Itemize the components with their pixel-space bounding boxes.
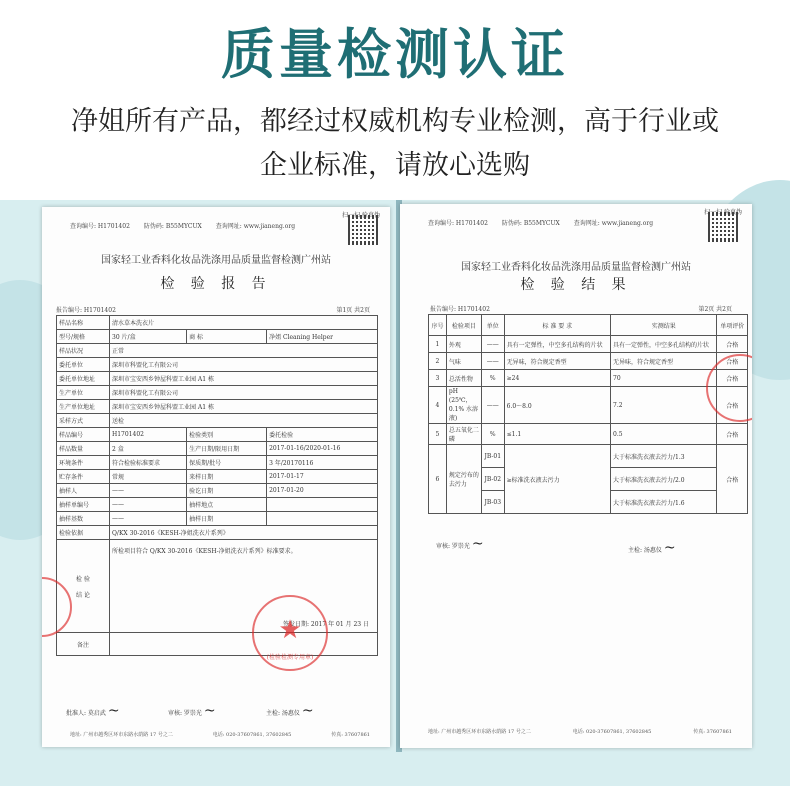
table-cell: 抽样人 bbox=[57, 484, 110, 498]
inspection-seal bbox=[252, 595, 328, 671]
table-cell: 常规 bbox=[110, 470, 187, 484]
table-cell: 贮存条件 bbox=[57, 470, 110, 484]
table-cell: Q/KX 30-2016《KESH-净姐洗衣片系列》 bbox=[110, 526, 378, 540]
inspection-report-page-1 bbox=[42, 207, 390, 747]
inspector bbox=[628, 540, 676, 556]
table-cell: 大于标准洗衣液去污力/1.3 bbox=[611, 445, 717, 468]
table-cell: —— bbox=[481, 387, 504, 424]
table-cell: JB-01 bbox=[481, 445, 504, 468]
table-cell: 抽样日期 bbox=[187, 512, 267, 526]
table-row bbox=[57, 400, 378, 414]
table-row bbox=[57, 358, 378, 372]
table-cell: 总活性物 bbox=[446, 370, 481, 387]
table-cell: 合格 bbox=[717, 424, 748, 445]
table-cell: 2 bbox=[429, 353, 447, 370]
subtitle-line-1: 净姐所有产品，都经过权威机构专业检测，高于行业或 bbox=[71, 106, 719, 137]
table-cell: 3 bbox=[429, 370, 447, 387]
inspector-label: 主检: 汤惠仪 bbox=[266, 710, 300, 717]
table-row bbox=[57, 512, 378, 526]
table-cell: H1701402 bbox=[110, 428, 187, 442]
table-cell: 大于标准洗衣液去污力/1.6 bbox=[611, 491, 717, 514]
table-cell: 型号/规格 bbox=[57, 330, 110, 344]
column-header: 单项评价 bbox=[717, 315, 748, 336]
reviewer-signature: ~ bbox=[203, 703, 216, 719]
table-cell: 生产单位 bbox=[57, 386, 110, 400]
table-cell: 具有一定弹性，中空多孔结构的片状 bbox=[504, 336, 610, 353]
table-cell: 气味 bbox=[446, 353, 481, 370]
table-cell: 深圳市科盟化工有限公司 bbox=[110, 358, 378, 372]
table-cell: 环境条件 bbox=[57, 456, 110, 470]
table-cell: 总五氧化二磷 bbox=[446, 424, 481, 445]
star-icon: ★ bbox=[278, 615, 302, 645]
results-table bbox=[428, 314, 748, 514]
remark-row bbox=[57, 633, 378, 656]
table-cell: 深圳市宝安西乡钟屋科盟工业园 A1 栋 bbox=[110, 400, 378, 414]
table-cell: 检验依据 bbox=[57, 526, 110, 540]
table-cell: 合格 bbox=[717, 353, 748, 370]
table-cell: 送检 bbox=[110, 414, 378, 428]
inspection-report-page-2 bbox=[400, 204, 752, 748]
reviewer-signature: ~ bbox=[471, 536, 484, 552]
page-title: 质量检测认证 bbox=[221, 23, 569, 86]
page-number: 第1页 共2页 bbox=[336, 307, 370, 314]
inspector-signature: ~ bbox=[301, 703, 314, 719]
table-cell: 6.0～8.0 bbox=[504, 387, 610, 424]
column-header: 单位 bbox=[481, 315, 504, 336]
table-cell: 委托检验 bbox=[267, 428, 378, 442]
table-row bbox=[429, 445, 748, 468]
table-cell: 3 年/20170116 bbox=[267, 456, 378, 470]
table-cell: 检验类别 bbox=[187, 428, 267, 442]
inspector-signature: ~ bbox=[663, 540, 676, 556]
approver-label: 批准人: 莫启武 bbox=[66, 710, 106, 717]
scan-hint: 扫一扫 验真伪 bbox=[704, 209, 742, 216]
table-row bbox=[57, 344, 378, 358]
table-row bbox=[57, 484, 378, 498]
table-row bbox=[57, 442, 378, 456]
table-cell: 符合检验标准要求 bbox=[110, 456, 187, 470]
table-cell: 30 片/盒 bbox=[110, 330, 187, 344]
table-cell: 委托单位地址 bbox=[57, 372, 110, 386]
table-cell: 无异味，符合规定香型 bbox=[611, 353, 717, 370]
table-cell: 样品编号 bbox=[57, 428, 110, 442]
qr-code-icon bbox=[348, 215, 378, 245]
table-cell: 规定污布的去污力 bbox=[446, 445, 481, 514]
table-cell: 2017-01-17 bbox=[267, 470, 378, 484]
table-cell: 正常 bbox=[110, 344, 378, 358]
table-cell: 大于标准洗衣液去污力/2.0 bbox=[611, 468, 717, 491]
page-number: 第2页 共2页 bbox=[698, 306, 732, 313]
query-number: 查询编号: H1701402 bbox=[428, 220, 488, 227]
table-cell: 样品名称 bbox=[57, 316, 110, 330]
table-row bbox=[57, 456, 378, 470]
table-cell: 深圳市宝安西乡钟屋科盟工业园 A1 栋 bbox=[110, 372, 378, 386]
table-row bbox=[429, 370, 748, 387]
table-row bbox=[57, 428, 378, 442]
table-cell: 2017-01-20 bbox=[267, 484, 378, 498]
subtitle-line-2: 企业标准，请放心选购 bbox=[260, 150, 530, 181]
table-cell: 外观 bbox=[446, 336, 481, 353]
table-cell: 无异味，符合规定香型 bbox=[504, 353, 610, 370]
footer-phone: 电话: 020-37607861, 37602845 bbox=[572, 729, 652, 735]
issue-date: 签发日期: 2017 年 01 月 23 日 bbox=[282, 621, 369, 628]
table-cell: 7.2 bbox=[611, 387, 717, 424]
table-row bbox=[429, 424, 748, 445]
table-cell: ≤1.1 bbox=[504, 424, 610, 445]
table-cell: 2 盒 bbox=[110, 442, 187, 456]
conclusion-label: 检 验 结 论 bbox=[57, 540, 110, 633]
table-cell: 样品状况 bbox=[57, 344, 110, 358]
table-cell: % bbox=[481, 424, 504, 445]
table-cell: % bbox=[481, 370, 504, 387]
report-number: 报告编号: H1701402 bbox=[430, 306, 490, 313]
footer-fax: 传真: 37607861 bbox=[693, 729, 732, 735]
table-cell: 抽样单编号 bbox=[57, 498, 110, 512]
inspector bbox=[266, 703, 314, 719]
table-row bbox=[429, 387, 748, 424]
organization-name: 国家轻工业香料化妆品洗涤用品质量监督检测广州站 bbox=[461, 262, 691, 273]
table-cell: 生产日期/限用日期 bbox=[187, 442, 267, 456]
conclusion-row bbox=[57, 540, 378, 633]
table-cell: 合格 bbox=[717, 445, 748, 514]
reviewer bbox=[168, 703, 216, 719]
table-cell: 净姐 Cleaning Helper bbox=[267, 330, 378, 344]
table-cell: 清水草本洗衣片 bbox=[110, 316, 378, 330]
table-cell: 委托单位 bbox=[57, 358, 110, 372]
table-cell: 验讫日期 bbox=[187, 484, 267, 498]
table-row bbox=[57, 372, 378, 386]
report-number: 报告编号: H1701402 bbox=[56, 307, 116, 314]
qr-code-icon bbox=[708, 212, 738, 242]
table-row bbox=[57, 470, 378, 484]
table-row bbox=[57, 316, 378, 330]
table-cell: 生产单位地址 bbox=[57, 400, 110, 414]
organization-name: 国家轻工业香料化妆品洗涤用品质量监督检测广州站 bbox=[101, 255, 331, 266]
table-cell: 合格 bbox=[717, 387, 748, 424]
query-website: 查询网址: www.jianeng.org bbox=[215, 223, 296, 230]
table-cell: —— bbox=[481, 336, 504, 353]
table-cell: JB-02 bbox=[481, 468, 504, 491]
reviewer-label: 审核: 罗崇光 bbox=[436, 543, 470, 550]
table-cell: —— bbox=[481, 353, 504, 370]
table-cell: ≥标准洗衣液去污力 bbox=[504, 445, 610, 514]
footer-address: 地址: 广州市越秀区环市东路水荫路 17 号之二 bbox=[428, 729, 531, 735]
table-cell: 保质期/批号 bbox=[187, 456, 267, 470]
footer-phone: 电话: 020-37607861, 37602845 bbox=[212, 732, 292, 738]
table-row bbox=[429, 336, 748, 353]
table-cell: —— bbox=[110, 512, 187, 526]
reviewer-label: 审核: 罗崇光 bbox=[168, 710, 202, 717]
table-cell: 4 bbox=[429, 387, 447, 424]
table-cell: 抽样地点 bbox=[187, 498, 267, 512]
seal-text: (检验检测专用章) bbox=[266, 654, 314, 661]
table-cell: —— bbox=[110, 484, 187, 498]
document-title: 检 验 报 告 bbox=[160, 276, 272, 292]
approver-signature: ~ bbox=[107, 703, 120, 719]
table-row bbox=[57, 386, 378, 400]
table-cell: 具有一定弹性，中空多孔结构的片状 bbox=[611, 336, 717, 353]
table-cell: 样品数量 bbox=[57, 442, 110, 456]
table-cell bbox=[267, 498, 378, 512]
table-row bbox=[57, 498, 378, 512]
table-row bbox=[57, 330, 378, 344]
table-cell: 合格 bbox=[717, 370, 748, 387]
report-table bbox=[56, 315, 378, 656]
remark-label: 备注 bbox=[57, 633, 110, 656]
conclusion-text: 所检项目符合 Q/KX 30-2016《KESH-净姐洗衣片系列》标准要求。 bbox=[112, 548, 297, 555]
table-cell: 6 bbox=[429, 445, 447, 514]
table-cell: 1 bbox=[429, 336, 447, 353]
table-cell: 深圳市科盟化工有限公司 bbox=[110, 386, 378, 400]
table-cell: 0.5 bbox=[611, 424, 717, 445]
footer bbox=[70, 731, 370, 738]
footer-fax: 传真: 37607861 bbox=[331, 732, 370, 738]
table-cell: ≥24 bbox=[504, 370, 610, 387]
table-cell bbox=[267, 512, 378, 526]
reviewer bbox=[436, 536, 484, 552]
footer-address: 地址: 广州市越秀区环市东路水荫路 17 号之二 bbox=[70, 732, 173, 738]
table-cell: 商 标 bbox=[187, 330, 267, 344]
subtitle bbox=[60, 100, 730, 188]
inspector-label: 主检: 汤惠仪 bbox=[628, 547, 662, 554]
table-row bbox=[57, 414, 378, 428]
table-cell: 70 bbox=[611, 370, 717, 387]
approver bbox=[66, 703, 120, 719]
table-cell: —— bbox=[110, 498, 187, 512]
table-row bbox=[429, 353, 748, 370]
query-website: 查询网址: www.jianeng.org bbox=[573, 220, 654, 227]
table-cell: pH (25℃，0.1% 水溶液) bbox=[446, 387, 481, 424]
table-row bbox=[57, 526, 378, 540]
column-header: 标 准 要 求 bbox=[504, 315, 610, 336]
table-cell: 合格 bbox=[717, 336, 748, 353]
table-cell: 抽样基数 bbox=[57, 512, 110, 526]
document-title: 检 验 结 果 bbox=[520, 277, 632, 293]
table-cell: JB-03 bbox=[481, 491, 504, 514]
table-cell: 采样方式 bbox=[57, 414, 110, 428]
table-cell: 来样日期 bbox=[187, 470, 267, 484]
table-cell: 2017-01-16/2020-01-16 bbox=[267, 442, 378, 456]
table-cell: 5 bbox=[429, 424, 447, 445]
scan-hint: 扫一扫 验真伪 bbox=[342, 212, 380, 219]
anti-fake-code: 防伪码: B55MYCUX bbox=[143, 223, 202, 230]
column-header: 实测结果 bbox=[611, 315, 717, 336]
column-header: 序号 bbox=[429, 315, 447, 336]
footer bbox=[428, 728, 732, 735]
anti-fake-code: 防伪码: B55MYCUX bbox=[501, 220, 560, 227]
column-header: 检验项目 bbox=[446, 315, 481, 336]
query-number: 查询编号: H1701402 bbox=[70, 223, 130, 230]
